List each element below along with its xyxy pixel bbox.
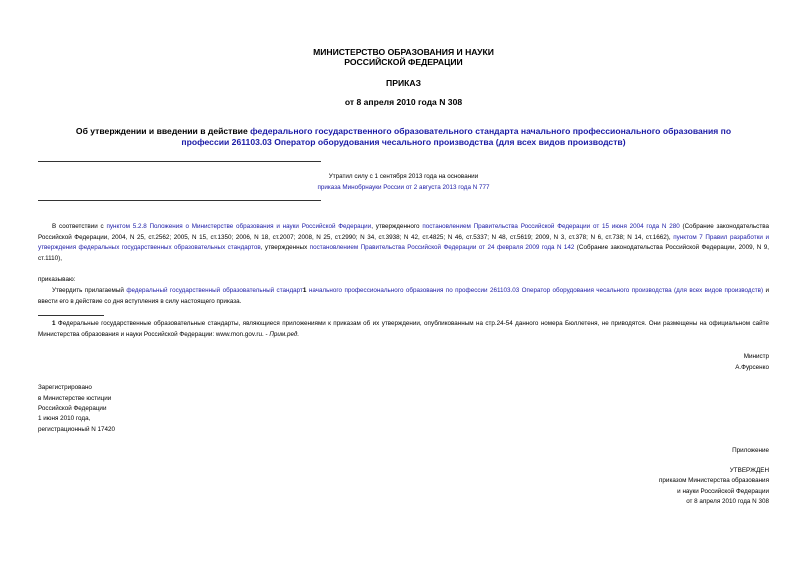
title-prefix: Об утверждении и введении в действие (75, 126, 251, 136)
footnote-divider (38, 315, 104, 316)
registration-number: регистрационный N 17420 (38, 426, 116, 433)
order-word: приказываю: (38, 276, 76, 283)
p2-link-standard[interactable]: федеральный государственный образовательный стандарт (126, 287, 303, 294)
p1-text-1: В соответствии с (52, 223, 107, 230)
appendix-approved: УТВЕРЖДЕН (729, 467, 769, 474)
p2-footnote-mark: 1 (302, 287, 307, 294)
p1-text-3: (Собрание законодательства Российской Федерации, 2004, N 25, ст.2562; 2005, N 15, ст.1350; 2006, N 18, ст.2007; 2008, N 25, ст.2990; N 34, ст.3938; N 42, ст.4825; N 46, ст.5337; N 48, ст.5619; 2009, N 3, ст.378; N 6, ст.738; N 14, ст.1662), (38, 223, 769, 241)
appendix-line-1: приказом Министерства образования (659, 477, 769, 484)
divider-top (38, 161, 321, 162)
status-line-1: Утратил силу с 1 сентября 2013 года на основании (328, 173, 479, 180)
page-title (70, 126, 737, 148)
p2-text-2: и ввести его в действие со дня вступления в силу настоящего приказа. (38, 287, 769, 305)
footnote-text: Федеральные государственные образовательные стандарты, являющиеся приложениями к приказам об их утверждении, опубликованным на стр.24-54 данного номера Бюллетеня, не приводятся. Они размещены на официальном сайте Министерства образования и науки Российской Федерации: www.mon.gov.ru. - (38, 320, 769, 338)
registration-line-3: Российской Федерации (38, 405, 107, 412)
divider-bottom (38, 200, 321, 201)
paragraph-basis (38, 222, 769, 264)
ministry-line-2: РОССИЙСКОЙ ФЕДЕРАЦИИ (344, 57, 463, 67)
p1-text-2: , утвержденного (371, 223, 423, 230)
p1-link-regulation[interactable]: пунктом 5.2.8 Положения о Министерстве образования и науки Российской Федерации (106, 223, 372, 230)
registration-line-4: 1 июня 2010 года, (38, 415, 91, 422)
p1-link-decree-280[interactable]: постановлением Правительства Российской Федерации от 15 июня 2004 года N 280 (422, 223, 680, 230)
registration-line-2: в Министерстве юстиции (38, 395, 112, 402)
p2-link-profession[interactable]: начального профессионального образования по профессии 261103.03 Оператор оборудования чесального производства (для всех видов производств) (306, 287, 764, 294)
footnote-mark: 1 (52, 320, 56, 327)
title-standard-link[interactable]: федерального государственного образовательного стандарта начального профессионального образования по профессии 261103.03 Оператор оборудования чесального производства (для всех видов производств) (181, 126, 732, 147)
signature-name: А.Фурсенко (735, 364, 769, 371)
doc-type: ПРИКАЗ (386, 78, 421, 88)
appendix-line-3: от 8 апреля 2010 года N 308 (686, 498, 769, 505)
appendix-line-2: и науки Российской Федерации (677, 488, 769, 495)
footnote (38, 319, 769, 340)
p1-link-rules[interactable]: пунктом 7 Правил разработки и утверждения федеральных государственных образовательных стандартов (38, 233, 769, 252)
p1-text-5: (Собрание законодательства Российской Федерации, 2009, N 9, ст.1110), (38, 244, 769, 262)
footnote-editor-note: Прим.ред. (269, 330, 300, 338)
appendix-label: Приложение (732, 447, 769, 454)
signature-position: Министр (743, 353, 769, 360)
registration-line-1: Зарегистрировано (38, 384, 92, 391)
ministry-line-1: МИНИСТЕРСТВО ОБРАЗОВАНИЯ И НАУКИ (313, 47, 494, 57)
doc-date: от 8 апреля 2010 года N 308 (344, 97, 463, 107)
p1-text-4: , утвержденных (260, 244, 310, 252)
p2-text-1: Утвердить прилагаемый (52, 287, 127, 294)
p1-link-decree-142[interactable]: постановлением Правительства Российской Федерации от 24 февраля 2009 года N 142 (309, 244, 575, 252)
status-repeal-link[interactable]: приказа Минобрнауки России от 2 августа 2013 года N 777 (317, 184, 490, 191)
paragraph-approve (38, 286, 769, 307)
